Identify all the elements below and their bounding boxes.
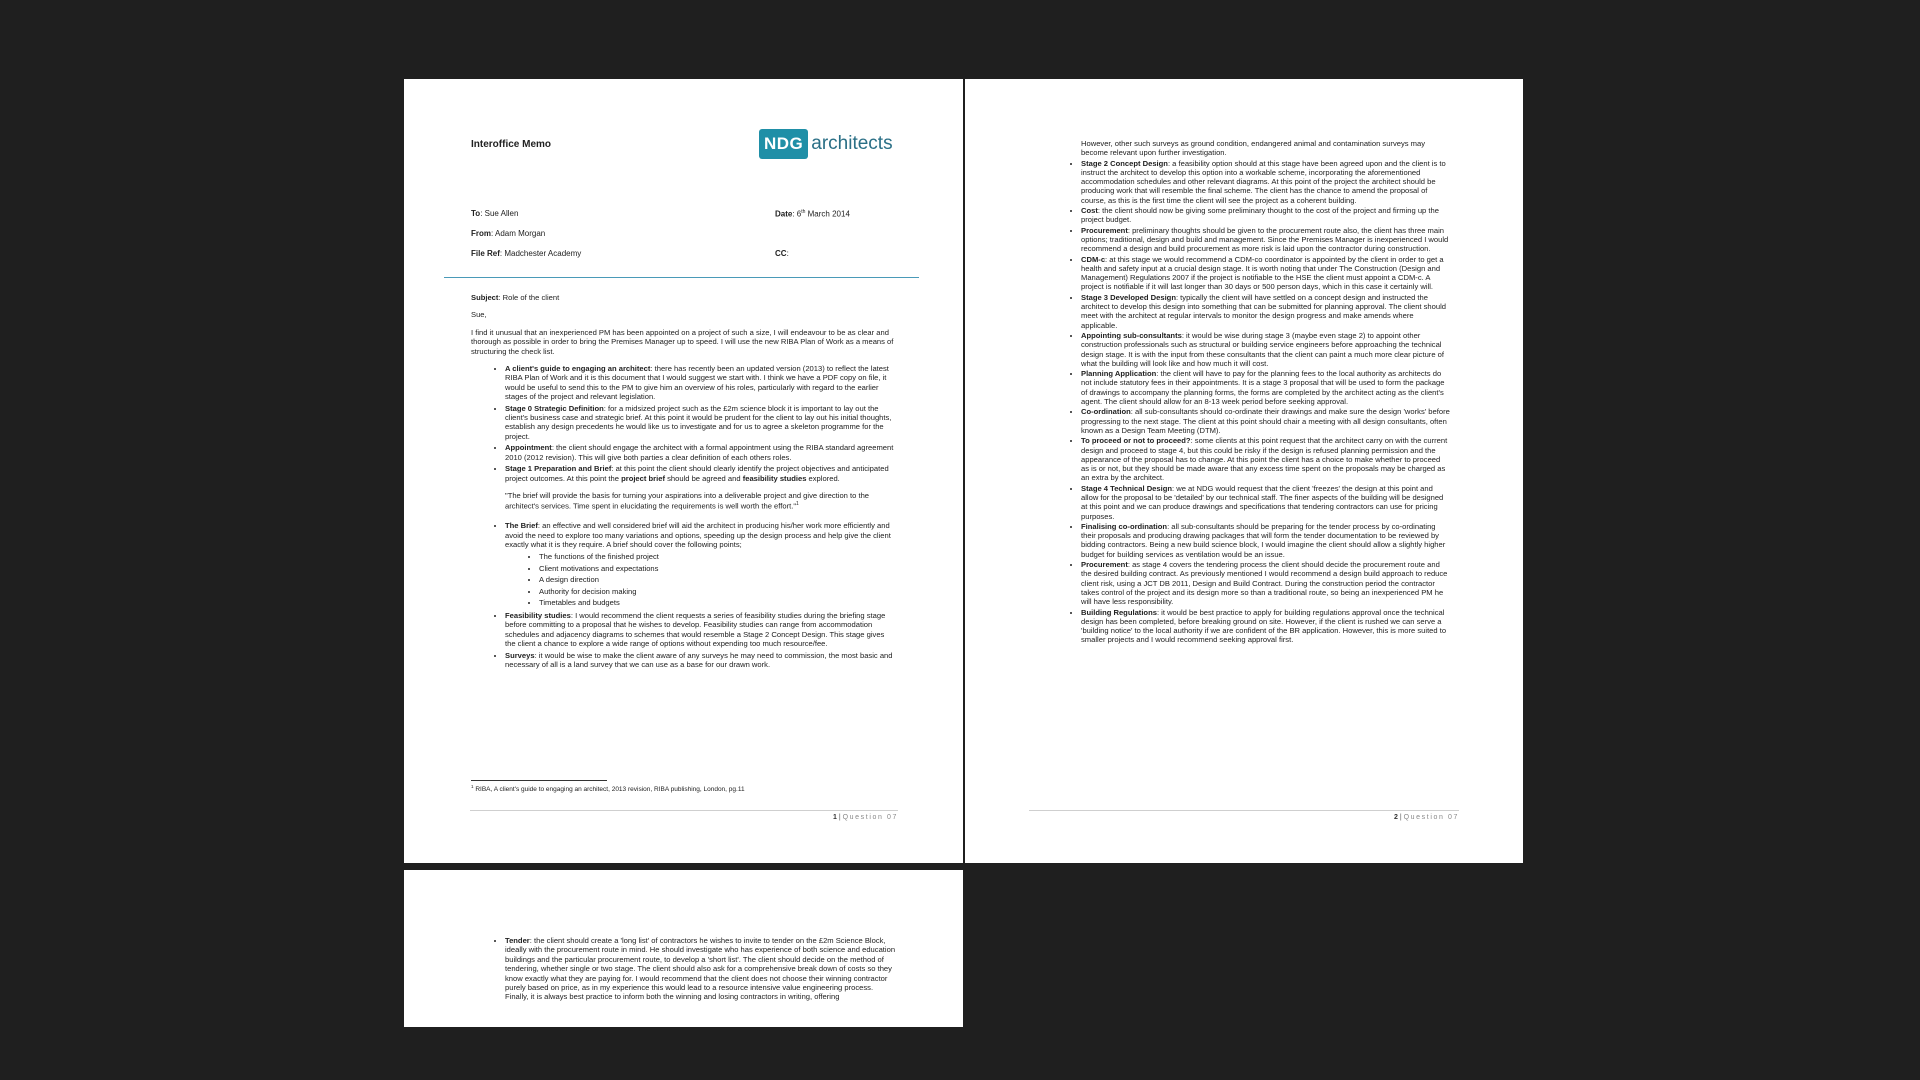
checklist-continued	[1045, 159, 1450, 645]
checklist	[471, 364, 896, 669]
list-item: • Procurement: as stage 4 covers the tendering process the client should decide the procurement route and the desired building contract. As previously mentioned I would recommend a design build approach to reduce client risk, using a JCT DB 2011, Design and Build Contract. During the construction period the contractor takes control of the project and its design more so than a traditional route, so being an inexperienced PM he will have less responsibility.	[1081, 560, 1450, 606]
footnote-rule	[471, 780, 607, 781]
sub-list-item: • Authority for decision making	[539, 586, 896, 598]
list-item: • Finalising co-ordination: all sub-consultants should be preparing for the tender process by co-ordinating their proposals and producing drawing packages that will form the tender documentation to be reviewed by bidding contractors. Being a new build science block, I would imagine the client should allow a slightly higher budget for building services as ventilation would be an issue.	[1081, 522, 1450, 559]
to-field: To: Sue Allen	[471, 209, 519, 218]
from-field: From: Adam Morgan	[471, 229, 546, 238]
list-item: • Surveys: it would be wise to make the client aware of any surveys he may need to commission, the most basic and necessary of all is a land survey that we can use as a base for our drawn work.	[505, 651, 896, 670]
page-3-body	[471, 936, 896, 1002]
sub-list-item: • Timetables and budgets	[539, 597, 896, 609]
document-page-2	[965, 79, 1523, 863]
list-item: • CDM-c: at this stage we would recommend a CDM-co coordinator is appointed by the client in order to get a health and safety input at a crucial design stage. It is worth noting that under The Construction (Design and Management) Regulations 2007 if the project is notifiable to the HSE the client must appoint a CDM-c. A project is notifiable if it will last longer than 30 days or 500 person days, which in this case it certainly will.	[1081, 255, 1450, 292]
sub-list-item: • The functions of the finished project	[539, 551, 896, 563]
list-item: • The Brief: an effective and well considered brief will aid the architect in producing his/her work more efficiently and avoid the need to explore too many variations and options, speeding up the design process and help give the client exactly what it is they require. A brief should cover the following points; • The functions of the finished project • Client motivations and expectations • A design direction • Authority for decision making • Timetables and budgets	[505, 521, 896, 609]
document-page-1	[404, 79, 963, 863]
page-2-body	[1045, 139, 1450, 646]
page-footer-1: 1 | Question 07	[470, 810, 898, 821]
checklist-continued-2	[471, 936, 896, 1002]
list-item: • Feasibility studies: I would recommend the client requests a series of feasibility studies during the briefing stage before committing to a proposal that he wishes to develop. Feasibility studies can range from accommodation schedules and adjacency diagrams to schemes that would resemble a Stage 2 Concept Design. This stage gives the client a chance to explore a wide range of options without expending too much resource/fee.	[505, 611, 896, 649]
list-item: • Stage 1 Preparation and Brief: at this point the client should clearly identify the project objectives and anticipated project outcomes. At this point the project brief should be agreed and feasibility studies explored. "The brief will provide the basis for turning your aspirations into a deliverable project and give direction to the architect's services. Time spent in elucidating the requirements is well worth the effort."$^1$	[505, 464, 896, 511]
list-item: • Cost: the client should now be giving some preliminary thought to the cost of the project and firming up the project budget.	[1081, 206, 1450, 225]
header-rule	[444, 277, 919, 278]
memo-title: Interoffice Memo	[471, 139, 552, 150]
list-item: • Stage 3 Developed Design: typically the client will have settled on a concept design and instructed the architect to develop this design into something that can be submitted for planning approval. The client should meet with the architect at regular intervals to monitor the design progress and make amends where applicable.	[1081, 293, 1450, 330]
list-item: • To proceed or not to proceed?: some clients at this point request that the architect carry on with the current design and proceed to stage 4, but this could be risky if the design is refused planning permission and the appearance of the proposal has to change. At this point the client has a choice to make whether to proceed as is or not, but they should be made aware that any excess time spent on the proposals may be charged as an extra by the architect.	[1081, 436, 1450, 482]
cc-field: CC:	[775, 249, 789, 258]
file-ref-field: File Ref: Madchester Academy	[471, 249, 582, 258]
list-item: • Appointment: the client should engage the architect with a formal appointment using the RIBA standard agreement 2010 (2012 revision). This will give both parties a clear definition of each others roles.	[505, 443, 896, 462]
list-item: • Building Regulations: it would be best practice to apply for building regulations approval once the technical design has been completed, before breaking ground on site. However, if the client is rushed we can serve a 'building notice' to the local authority if we are confident of the BR application. However, this is more suited to smaller projects and I would recommend seeking approval first.	[1081, 608, 1450, 645]
sub-list-item: • A design direction	[539, 574, 896, 586]
list-item: • Stage 0 Strategic Definition: for a midsized project such as the £2m science block it is important to lay out the client's business case and strategic brief. At this point it would be prudent for the client to lay out his initial thoughts, establish any design precedents he would like us to investigate and for us to agree a skeleton programme for the project.	[505, 404, 896, 442]
salutation: Sue,	[471, 310, 487, 320]
ndg-logo	[759, 129, 893, 159]
list-item: • Planning Application: the client will have to pay for the planning fees to the local authority as architects do not include statutory fees in their appointments. It is a stage 3 proposal that will be used to form the package of drawings to accompany the planning forms, the forms are completed by the architect acting as the client's agent. The client should allow for an 8-13 week period before seeking approval.	[1081, 369, 1450, 406]
sub-list-item: • Client motivations and expectations	[539, 563, 896, 575]
logo-text: architects	[811, 133, 893, 154]
brief-quote: "The brief will provide the basis for turning your aspirations into a deliverable project and give direction to the architect's services. Time spent in elucidating the requirements is well worth the effort."$^1$	[505, 490, 870, 511]
subject-line: Subject: Role of the client	[471, 293, 560, 302]
logo-box: NDG	[759, 129, 808, 159]
page-footer-2: 2 | Question 07	[1029, 810, 1459, 821]
footnote: $^1$ RIBA, A client's guide to engaging an architect, 2013 revision, RIBA publishing, London, pg.11	[471, 784, 745, 794]
date-field: Date: 6th March 2014	[775, 209, 850, 219]
list-item: • Stage 4 Technical Design: we at NDG would request that the client 'freezes' the design at this point and allow for the proposal to be 'detailed' by our technical staff. The finer aspects of the building will be designed at this point and we can produce drawings and specifications that tendering contractors can use for pricing purposes.	[1081, 484, 1450, 521]
list-item: • Co-ordination: all sub-consultants should co-ordinate their drawings and make sure the design 'works' before progressing to the next stage. The client at this point should chair a meeting with all design consultants, often known as a Design Team Meeting (DTM).	[1081, 407, 1450, 435]
memo-body	[471, 293, 896, 671]
list-item: • A client's guide to engaging an architect: there has recently been an updated version (2013) to reflect the latest RIBA Plan of Work and it is this document that I would suggest we start with. I think we have a PDF copy on file, it would be useful to send this to the PM to give him an overview of his roles, particularly with regard to the earlier stages of the project and relevant legislation.	[505, 364, 896, 402]
list-item: • Appointing sub-consultants: it would be wise during stage 3 (maybe even stage 2) to appoint other construction professionals such as structural or building service engineers before approaching the technical design stage. It is with the input from these consultants that the client can paint a much more clear picture of what the building will look like and how much it will cost.	[1081, 331, 1450, 368]
document-page-3	[404, 870, 963, 1027]
intro-paragraph: I find it unusual that an inexperienced PM has been appointed on a project of such a size, I will endeavour to be as clear and thorough as possible in order to bring the Premises Manager up to speed. I will use the new RIBA Plan of Work as a means of structuring the check list.	[471, 327, 894, 356]
continued-paragraph: However, other such surveys as ground condition, endangered animal and contamination surveys may become relevant upon further investigation.	[1081, 139, 1426, 158]
brief-points	[505, 551, 896, 609]
list-item: • Tender: the client should create a 'long list' of contractors he wishes to invite to tender on the £2m Science Block, ideally with the procurement route in mind. He should investigate who has experience of both science and education buildings and the particular procurement route, to develop a 'short list'. The client should decide on the method of tendering, whether single or two stage. The client should also ask for a comprehensive break down of costs so they know exactly what they are paying for. I would recommend that the client does not choose their winning contractor purely based on price, as in my experience this would lead to a resource intensive value engineering process. Finally, it is always best practice to inform both the winning and losing contractors in writing, offering	[505, 936, 896, 1002]
list-item: • Procurement: preliminary thoughts should be given to the procurement route also, the client has three main options; traditional, design and build and management. Since the Premises Manager is inexperienced I would recommend a design and build procurement as more risk is laid upon the contractor during construction.	[1081, 226, 1450, 254]
list-item: • Stage 2 Concept Design: a feasibility option should at this stage have been agreed upon and the client is to instruct the architect to develop this option into a workable scheme, incorporating the aforementioned accommodation schedules and other relevant diagrams. At this point of the project the architect should be producing work that will resemble the final scheme. The client has the chance to amend the proposal of course, as this is the first time the client will see the project as a coherent building.	[1081, 159, 1450, 205]
